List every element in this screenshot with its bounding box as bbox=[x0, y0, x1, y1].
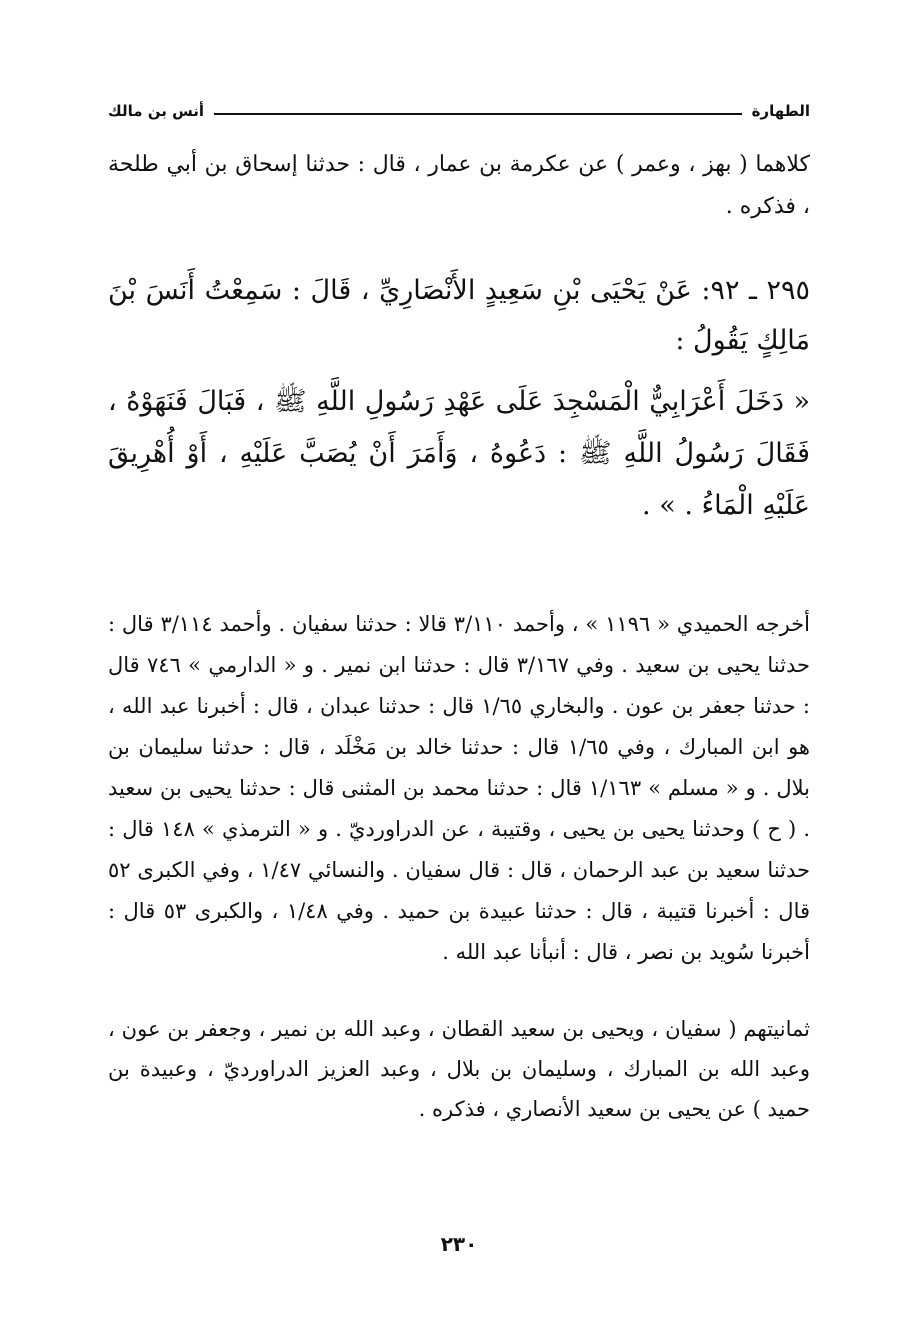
page-number: ٢٣٠ bbox=[440, 1232, 478, 1256]
intro-paragraph: كلاهما ( بهز ، وعمر ) عن عكرمة بن عمار ، قال : حدثنا إسحاق بن أبي طلحة ، فذكره . bbox=[108, 152, 810, 219]
running-head-companion: أنس بن مالك bbox=[108, 102, 205, 120]
summary-paragraph: ثمانيتهم ( سفيان ، ويحيى بن سعيد القطان ، وعبد الله بن نمير ، وجعفر بن عون ، وعبد الله بن المبارك ، وسليمان بن بلال ، وعبد العزيز الدراورديّ ، وعبيدة بن حميد ) عن يحيى بن سعيد الأنصاري ، فذكره . bbox=[108, 1017, 810, 1121]
book-page bbox=[108, 96, 810, 1296]
running-head-rule bbox=[214, 113, 742, 115]
takhrij-paragraph: أخرجه الحميدي « ١١٩٦ » ، وأحمد ٣/١١٠ قالا : حدثنا سفيان . وأحمد ٣/١١٤ قال : حدثنا يحيى بن سعيد . وفي ٣/١٦٧ قال : حدثنا ابن نمير . و « الدارمي » ٧٤٦ قال : حدثنا جعفر بن عون . والبخاري ١/٦٥ قال : حدثنا عبدان ، قال : أخبرنا عبد الله ، هو ابن المبارك ، وفي ١/٦٥ قال : حدثنا خالد بن مَخْلَد ، قال : حدثنا سليمان بن بلال . و « مسلم » ١/١٦٣ قال : حدثنا محمد بن المثنى قال : حدثنا يحيى بن سعيد . ( ح ) وحدثنا يحيى بن يحيى ، وقتيبة ، عن الدراورديّ . و « الترمذي » ١٤٨ قال : حدثنا سعيد بن عبد الرحمان ، قال : قال سفيان . والنسائي ١/٤٧ ، وفي الكبرى ٥٢ قال : أخبرنا قتيبة ، قال : حدثنا عبيدة بن حميد . وفي ١/٤٨ ، والكبرى ٥٣ قال : أخبرنا سُويد بن نصر ، قال : أنبأنا عبد الله . bbox=[108, 612, 811, 964]
running-head bbox=[108, 96, 810, 126]
hadith-matn: « دَخَلَ أَعْرَابِيٌّ الْمَسْجِدَ عَلَى عَهْدِ رَسُولِ اللَّهِ ﷺ ، فَبَالَ فَنَهَوْهُ ، فَقَالَ رَسُولُ اللَّهِ ﷺ : دَعُوهُ ، وَأَمَرَ أَنْ يُصَبَّ عَلَيْهِ ، أَوْ أُهْرِيقَ عَلَيْهِ الْمَاءُ . » . bbox=[108, 386, 810, 521]
running-head-chapter: الطهارة bbox=[751, 102, 810, 120]
hadith-heading: ٢٩٥ ـ ٩٢: عَنْ يَحْيَى بْنِ سَعِيدٍ الأَنْصَارِيِّ ، قَالَ : سَمِعْتُ أَنَسَ بْنَ مَالِكٍ يَقُولُ : bbox=[108, 275, 811, 356]
